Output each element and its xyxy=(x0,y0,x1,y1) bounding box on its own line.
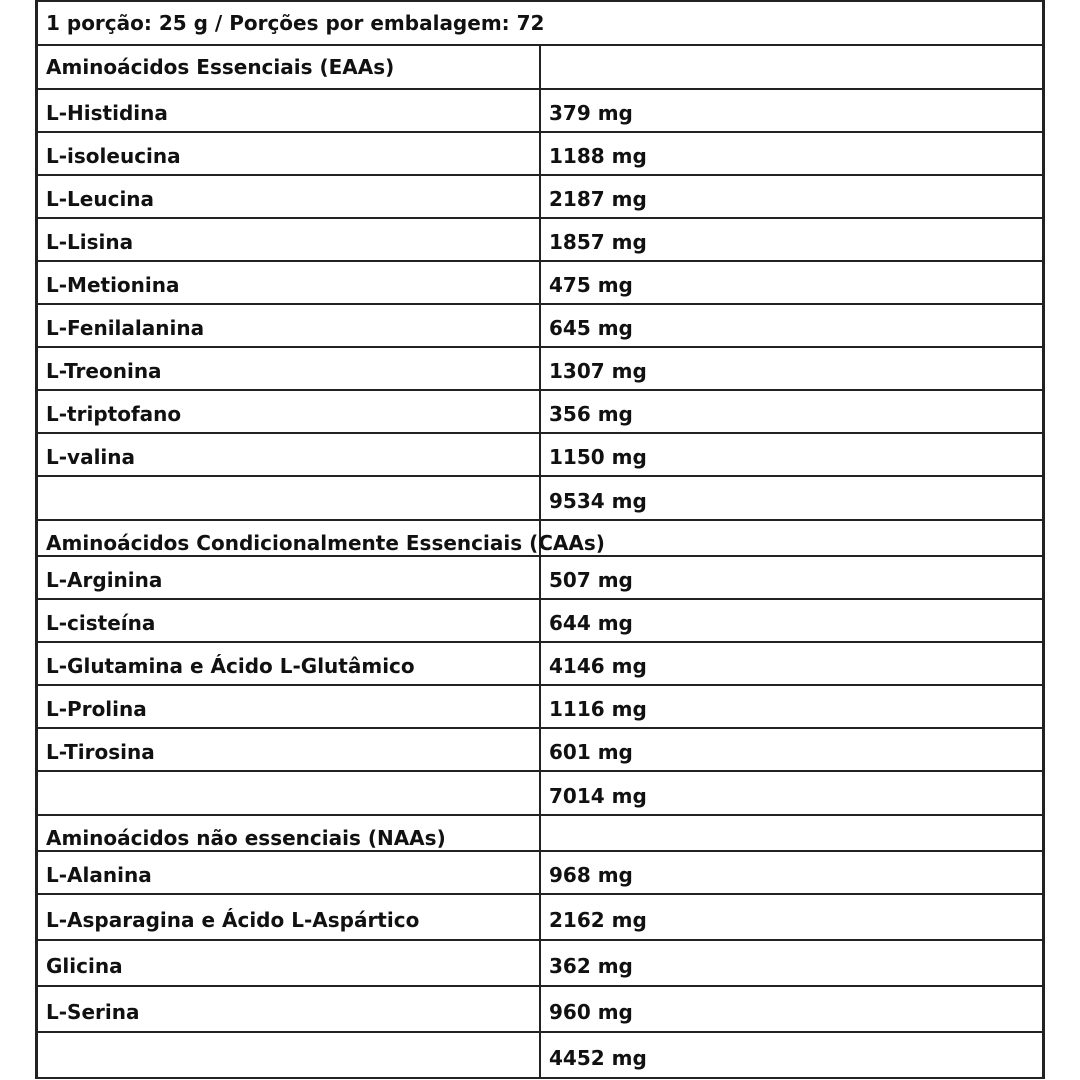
amino-name: L-Histidina xyxy=(37,89,540,132)
table-row xyxy=(37,89,1043,132)
section-title-naas: Aminoácidos não essenciais (NAAs) xyxy=(37,815,540,851)
section-title-caas: Aminoácidos Condicionalmente Essenciais (CAAs) xyxy=(37,520,540,556)
amino-name: L-Arginina xyxy=(37,556,540,599)
serving-header-row xyxy=(37,1,1043,45)
amino-value: 362 mg xyxy=(540,940,1043,986)
amino-name: L-cisteína xyxy=(37,599,540,642)
total-label-blank xyxy=(37,1032,540,1078)
section-header-row xyxy=(37,45,1043,89)
amino-name: L-Leucina xyxy=(37,175,540,218)
table-row xyxy=(37,642,1043,685)
amino-name: L-valina xyxy=(37,433,540,476)
amino-value: 2187 mg xyxy=(540,175,1043,218)
amino-name: L-Treonina xyxy=(37,347,540,390)
amino-name: L-Metionina xyxy=(37,261,540,304)
amino-value: 356 mg xyxy=(540,390,1043,433)
table-row xyxy=(37,940,1043,986)
amino-name: L-Serina xyxy=(37,986,540,1032)
amino-value: 1150 mg xyxy=(540,433,1043,476)
table-row xyxy=(37,175,1043,218)
section-title-eaas: Aminoácidos Essenciais (EAAs) xyxy=(37,45,540,89)
amino-value: 379 mg xyxy=(540,89,1043,132)
section-total-row xyxy=(37,1032,1043,1078)
nutrition-table-container xyxy=(35,0,1045,1079)
table-row xyxy=(37,347,1043,390)
section-value-blank xyxy=(540,45,1043,89)
amino-value: 968 mg xyxy=(540,851,1043,894)
amino-name: L-Tirosina xyxy=(37,728,540,771)
amino-name: L-Glutamina e Ácido L-Glutâmico xyxy=(37,642,540,685)
amino-value: 507 mg xyxy=(540,556,1043,599)
section-header-row xyxy=(37,520,1043,556)
section-header-row xyxy=(37,815,1043,851)
total-label-blank xyxy=(37,476,540,520)
table-row xyxy=(37,728,1043,771)
amino-name: L-triptofano xyxy=(37,390,540,433)
amino-name: L-Prolina xyxy=(37,685,540,728)
amino-value: 1307 mg xyxy=(540,347,1043,390)
table-row xyxy=(37,986,1043,1032)
amino-value: 601 mg xyxy=(540,728,1043,771)
amino-name: L-Fenilalanina xyxy=(37,304,540,347)
table-row xyxy=(37,556,1043,599)
amino-name: Glicina xyxy=(37,940,540,986)
amino-value: 645 mg xyxy=(540,304,1043,347)
table-row xyxy=(37,132,1043,175)
total-label-blank xyxy=(37,771,540,815)
section-total-row xyxy=(37,476,1043,520)
amino-value: 960 mg xyxy=(540,986,1043,1032)
section-value-blank xyxy=(540,815,1043,851)
amino-acid-table xyxy=(36,0,1044,1079)
amino-value: 644 mg xyxy=(540,599,1043,642)
table-row xyxy=(37,685,1043,728)
section-total-naas: 4452 mg xyxy=(540,1032,1043,1078)
section-value-blank xyxy=(540,520,1043,556)
amino-value: 2162 mg xyxy=(540,894,1043,940)
amino-value: 1116 mg xyxy=(540,685,1043,728)
table-row xyxy=(37,894,1043,940)
amino-value: 1857 mg xyxy=(540,218,1043,261)
amino-name: L-isoleucina xyxy=(37,132,540,175)
amino-value: 475 mg xyxy=(540,261,1043,304)
section-total-eaas: 9534 mg xyxy=(540,476,1043,520)
amino-name: L-Lisina xyxy=(37,218,540,261)
amino-name: L-Alanina xyxy=(37,851,540,894)
section-total-caas: 7014 mg xyxy=(540,771,1043,815)
amino-value: 1188 mg xyxy=(540,132,1043,175)
section-total-row xyxy=(37,771,1043,815)
amino-acid-table-body xyxy=(37,1,1043,1078)
table-row xyxy=(37,261,1043,304)
serving-info: 1 porção: 25 g / Porções por embalagem: 72 xyxy=(37,1,1043,45)
amino-name: L-Asparagina e Ácido L-Aspártico xyxy=(37,894,540,940)
table-row xyxy=(37,599,1043,642)
table-row xyxy=(37,218,1043,261)
table-row xyxy=(37,304,1043,347)
table-row xyxy=(37,851,1043,894)
table-row xyxy=(37,433,1043,476)
amino-value: 4146 mg xyxy=(540,642,1043,685)
table-row xyxy=(37,390,1043,433)
